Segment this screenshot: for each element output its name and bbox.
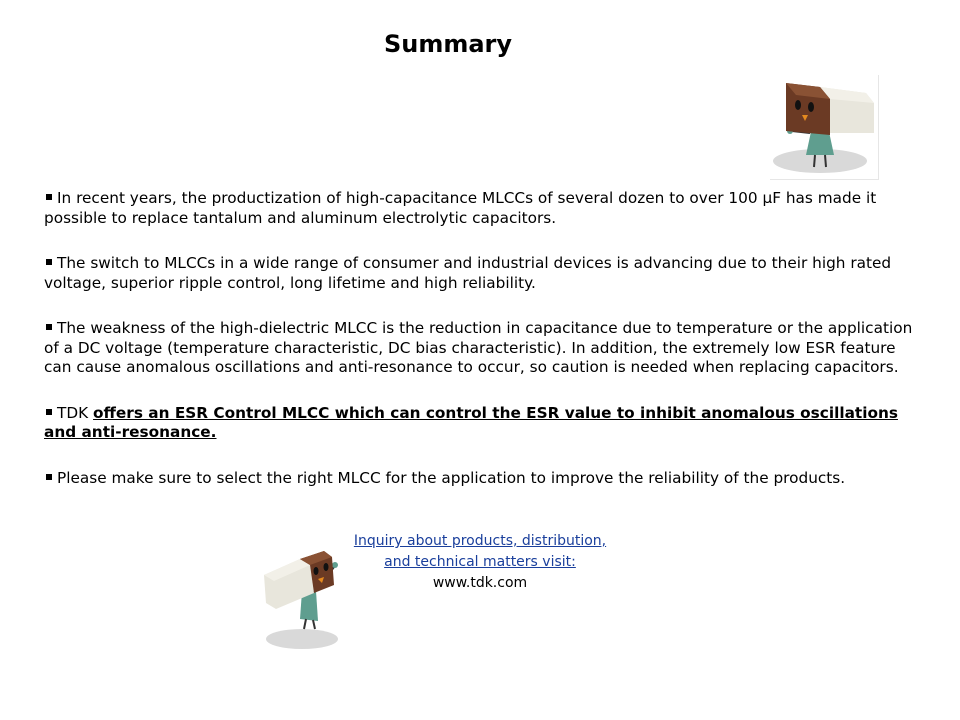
bullet-prefix: TDK [57,403,94,422]
inquiry-link-line1[interactable]: Inquiry about products, distribution, [353,533,607,549]
bullet-item [44,254,914,293]
bullet-item [44,404,914,443]
website-url: www.tdk.com [432,575,528,591]
bullet-square-icon [46,324,52,330]
bullet-list [44,189,914,488]
bullet-square-icon [46,194,52,200]
bullet-square-icon [46,259,52,265]
bullet-emphasis: offers an ESR Control MLCC which can control the ESR value to inhibit anomalous oscillations and anti-resonance. [44,403,898,441]
bullet-square-icon [46,474,52,480]
mlcc-mascot-jumping-icon [258,545,346,653]
mlcc-mascot-icon [770,75,879,180]
bullet-item [44,469,914,489]
bullet-text: The weakness of the high-dielectric MLCC is the reduction in capacitance due to temperature or the application of a DC voltage (temperature characteristic, DC bias characteristic). In addition, the extremely low ESR feature can cause anomalous oscillations and anti-resonance to occur, so caution is needed when replacing capacitors. [44,319,913,376]
bullet-text: The switch to MLCCs in a wide range of consumer and industrial devices is advancing due to their high rated voltage, superior ripple control, long lifetime and high reliability. [44,254,892,292]
bullet-item [44,189,914,228]
bullet-text: In recent years, the productization of high-capacitance MLCCs of several dozen to over 100 μF has made it possible to replace tantalum and aluminum electrolytic capacitors. [44,189,877,227]
bullet-square-icon [46,409,52,415]
page-title: Summary [383,30,513,58]
bullet-text: Please make sure to select the right MLCC for the application to improve the reliability of the products. [57,468,846,487]
inquiry-block [330,531,630,594]
inquiry-link-line2[interactable]: and technical matters visit: [384,554,576,570]
bullet-item [44,319,914,378]
